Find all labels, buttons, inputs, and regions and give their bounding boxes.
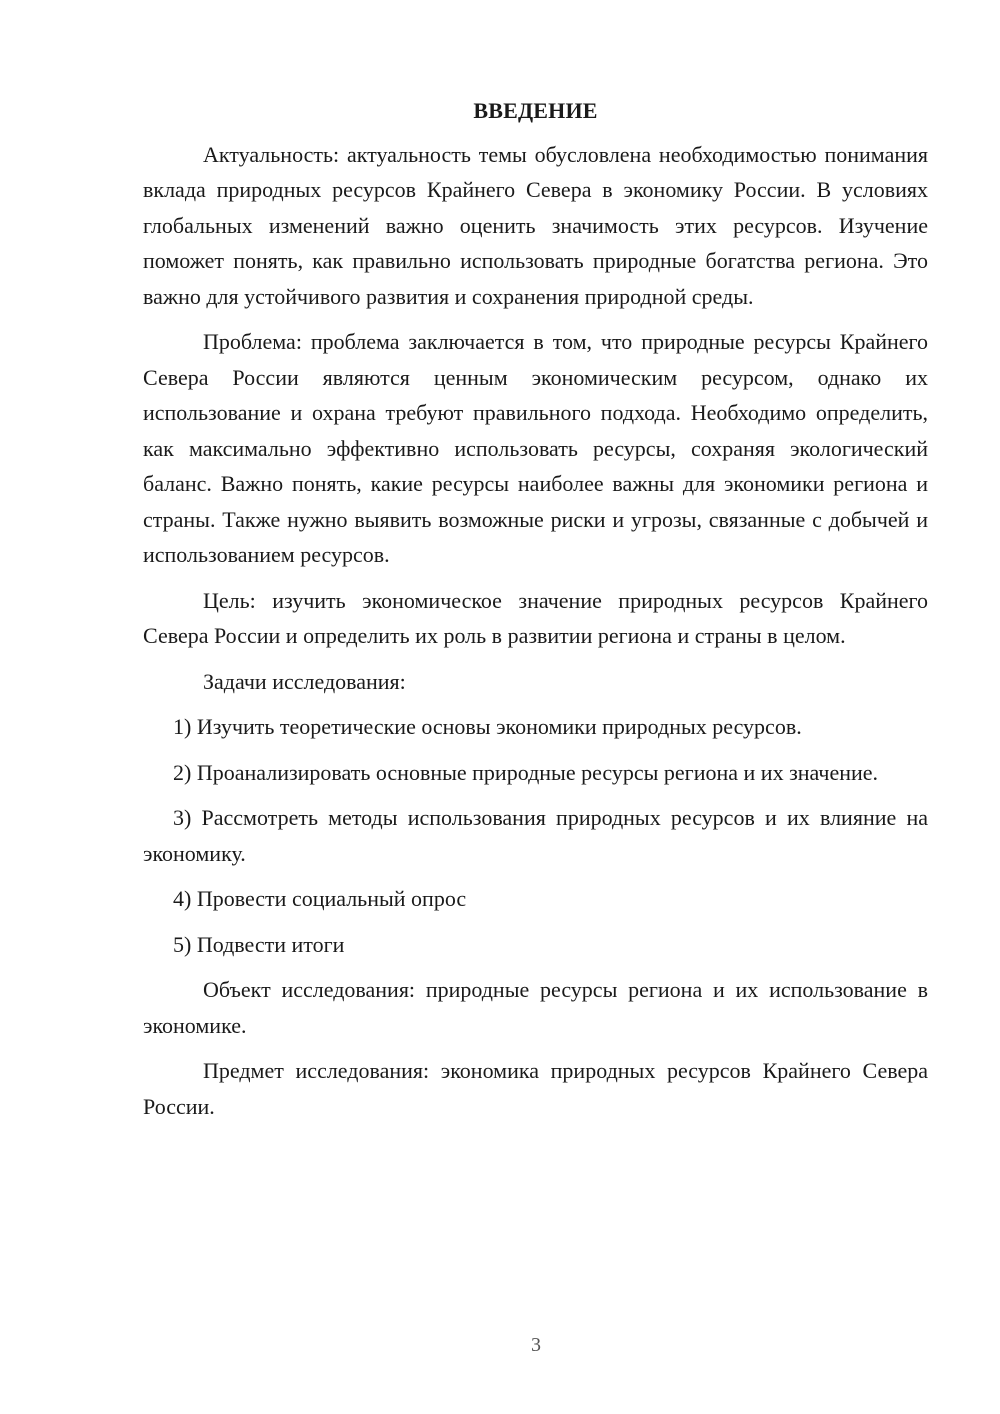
task-item: 5) Подвести итоги <box>173 931 345 957</box>
goal-paragraph: Цель: изучить экономическое значение природных ресурсов Крайнего Севера России и определить их роль в развитии региона и страны в целом. <box>143 587 928 648</box>
task-item: 4) Провести социальный опрос <box>173 886 467 911</box>
problem-paragraph: Проблема: проблема заключается в том, что природные ресурсы Крайнего Севера России являются ценным экономическим ресурсом, однако их использование и охрана требуют правильного подхода. Необходимо определить, как максимально эффективно использовать ресурсы, сохраняя экологический баланс. Важно понять, какие ресурсы наиболее важны для экономики региона и страны. Также нужно выявить возможные риски и угрозы, связанные с добычей и использованием ресурсов. <box>143 329 928 567</box>
page-title: ВВЕДЕНИЕ <box>473 98 598 123</box>
relevance-paragraph: Актуальность: актуальность темы обусловлена необходимостью понимания вклада природных ресурсов Крайнего Севера в экономику России. В условиях глобальных изменений важно оценить значимость этих ресурсов. Изучение поможет понять, как правильно использовать природные богатства региона. Это важно для устойчивого развития и сохранения природной среды. <box>143 141 928 309</box>
object-paragraph: Объект исследования: природные ресурсы региона и их использование в экономике. <box>143 977 928 1038</box>
task-item: 2) Проанализировать основные природные ресурсы региона и их значение. <box>173 759 879 785</box>
page-number: 3 <box>531 1334 541 1356</box>
task-item: 1) Изучить теоретические основы экономики природных ресурсов. <box>173 714 802 739</box>
subject-paragraph: Предмет исследования: экономика природных ресурсов Крайнего Севера России. <box>143 1058 928 1119</box>
task-item: 3) Рассмотреть методы использования природных ресурсов и их влияние на экономику. <box>143 805 928 866</box>
page-content <box>143 93 928 1134</box>
tasks-heading: Задачи исследования: <box>203 668 406 694</box>
